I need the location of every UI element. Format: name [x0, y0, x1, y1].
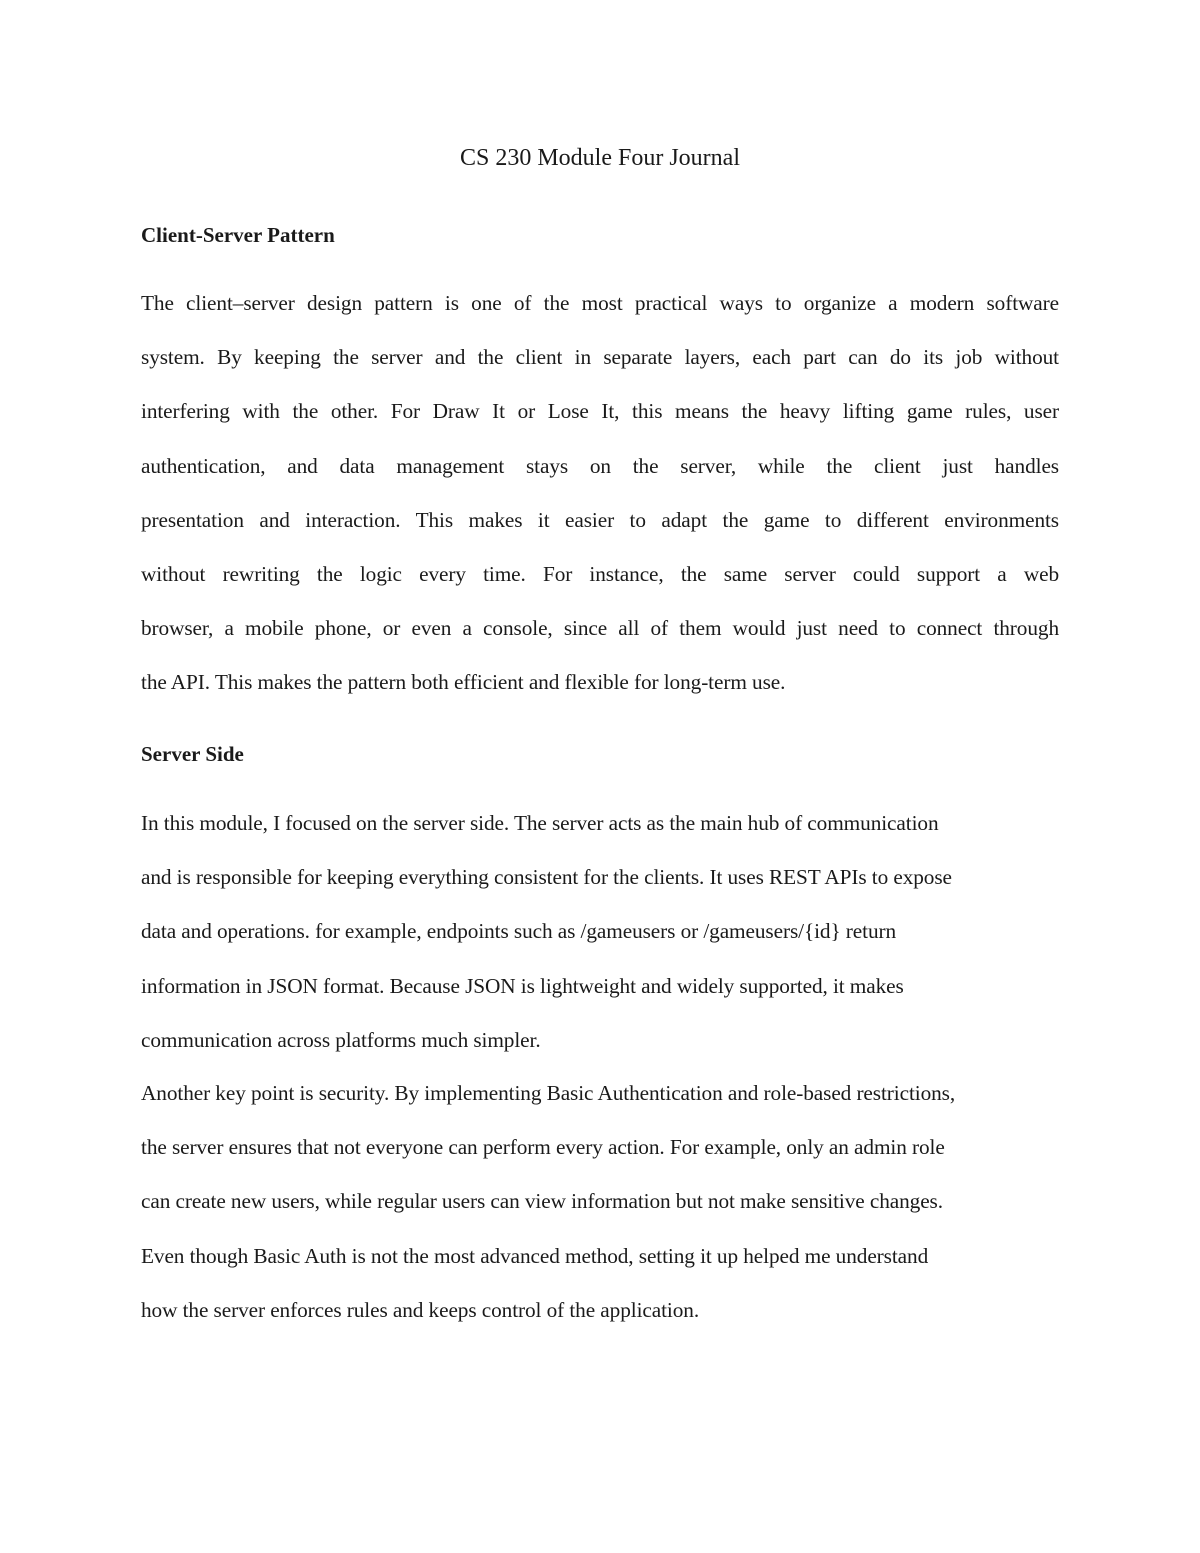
text-line: information in JSON format. Because JSON is lightweight and widely supported, it makes	[141, 973, 904, 998]
paragraph-server-side-1	[141, 796, 1059, 1067]
text-line: presentation and interaction. This makes it easier to adapt the game to different environments	[141, 507, 1059, 532]
text-line: the API. This makes the pattern both efficient and flexible for long-term use.	[141, 670, 786, 695]
text-line: interfering with the other. For Draw It or Lose It, this means the heavy lifting game rules, user	[141, 399, 1059, 424]
text-line: can create new users, while regular users can view information but not make sensitive changes.	[141, 1189, 943, 1214]
text-line: Another key point is security. By implementing Basic Authentication and role-based restrictions,	[141, 1081, 956, 1105]
text-line: Even though Basic Auth is not the most advanced method, setting it up helped me understand	[141, 1243, 929, 1268]
text-line: how the server enforces rules and keeps control of the application.	[141, 1297, 700, 1322]
text-line: system. By keeping the server and the client in separate layers, each part can do its job without	[141, 345, 1059, 370]
text-line: data and operations. for example, endpoints such as /gameusers or /gameusers/{id} return	[141, 919, 897, 944]
section-heading-server-side: Server Side	[141, 742, 244, 766]
text-line: In this module, I focused on the server side. The server acts as the main hub of communication	[141, 811, 939, 835]
text-line: and is responsible for keeping everything consistent for the clients. It uses REST APIs to expose	[141, 865, 952, 890]
section-heading-client-server: Client-Server Pattern	[141, 223, 335, 247]
text-line: the server ensures that not everyone can perform every action. For example, only an admin role	[141, 1135, 945, 1160]
text-line: The client–server design pattern is one of the most practical ways to organize a modern software	[141, 291, 1059, 315]
text-line: communication across platforms much simpler.	[141, 1027, 541, 1052]
text-line: browser, a mobile phone, or even a console, since all of them would just need to connect through	[141, 616, 1059, 641]
text-line: authentication, and data management stays on the server, while the client just handles	[141, 453, 1059, 478]
document-title: CS 230 Module Four Journal	[459, 145, 740, 171]
paragraph-client-server	[141, 276, 1059, 710]
paragraph-server-side-2	[141, 1066, 1059, 1337]
text-line: without rewriting the logic every time. For instance, the same server could support a web	[141, 562, 1059, 587]
